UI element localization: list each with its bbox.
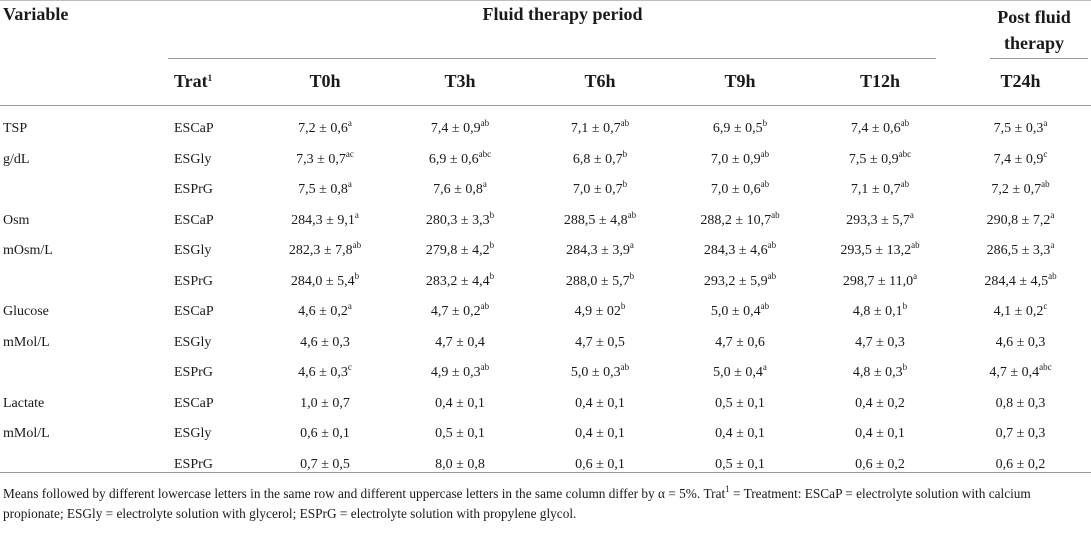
value-cell bbox=[390, 328, 530, 359]
significance-letters: b bbox=[489, 240, 495, 251]
mean-sd-value: 0,6 ± 0,2 bbox=[995, 456, 1046, 472]
value-cell bbox=[390, 105, 530, 145]
mean-sd-value: 0,5 ± 0,1 bbox=[715, 395, 765, 411]
significance-letters: ab bbox=[352, 240, 362, 251]
value-cell bbox=[810, 175, 950, 206]
table-row bbox=[0, 328, 1091, 359]
value-cell bbox=[670, 105, 810, 145]
significance-letters: ab bbox=[620, 118, 630, 129]
mean-sd-value: 4,6 ± 0,3 bbox=[298, 365, 348, 381]
value-cell bbox=[670, 328, 810, 359]
value-cell bbox=[810, 105, 950, 145]
value-cell bbox=[810, 297, 950, 328]
value-cell bbox=[530, 175, 670, 206]
table-row bbox=[0, 389, 1091, 420]
significance-letters: b bbox=[354, 270, 360, 281]
value-cell bbox=[950, 328, 1091, 359]
mean-sd-value: 293,3 ± 5,7 bbox=[846, 212, 910, 228]
value-cell bbox=[260, 105, 390, 145]
table-footnote bbox=[3, 484, 1087, 524]
significance-letters: ab bbox=[760, 301, 770, 312]
mean-sd-value: 290,8 ± 7,2 bbox=[986, 212, 1051, 228]
significance-letters: a bbox=[1050, 209, 1055, 220]
significance-letters: c bbox=[347, 362, 352, 373]
trat-col-header bbox=[168, 58, 260, 105]
value-cell bbox=[670, 175, 810, 206]
variable-cell: mMol/L bbox=[3, 426, 50, 442]
mean-sd-value: 293,2 ± 5,9 bbox=[703, 273, 768, 289]
mean-sd-value: 0,5 ± 0,1 bbox=[715, 456, 765, 472]
col-header-t9h: T9h bbox=[724, 71, 756, 91]
mean-sd-value: 7,1 ± 0,7 bbox=[850, 182, 901, 198]
value-cell bbox=[950, 145, 1091, 176]
value-cell bbox=[530, 419, 670, 450]
trat-label: Trat bbox=[174, 71, 208, 91]
significance-letters: ab bbox=[1048, 270, 1057, 281]
table-row bbox=[0, 267, 1091, 298]
value-cell bbox=[810, 267, 950, 298]
value-cell bbox=[810, 236, 950, 267]
value-cell bbox=[260, 419, 390, 450]
mean-sd-value: 6,8 ± 0,7 bbox=[572, 151, 623, 167]
mean-sd-value: 5,0 ± 0,4 bbox=[713, 365, 763, 381]
treatment-cell: ESCaP bbox=[174, 304, 214, 320]
significance-letters: a bbox=[1050, 240, 1055, 251]
value-cell bbox=[530, 297, 670, 328]
value-cell bbox=[530, 206, 670, 237]
value-cell bbox=[950, 105, 1091, 145]
value-cell bbox=[530, 328, 670, 359]
results-table bbox=[0, 58, 1091, 480]
variable-cell: mOsm/L bbox=[3, 243, 53, 259]
table-row bbox=[0, 297, 1091, 328]
mean-sd-value: 7,4 ± 0,9 bbox=[430, 121, 481, 137]
value-cell bbox=[670, 419, 810, 450]
significance-letters: a bbox=[909, 209, 914, 220]
bottom-rule bbox=[0, 472, 1091, 473]
value-cell bbox=[530, 105, 670, 145]
treatment-cell: ESPrG bbox=[174, 273, 213, 289]
significance-letters: b bbox=[622, 148, 628, 159]
value-cell bbox=[950, 297, 1091, 328]
value-cell bbox=[530, 450, 670, 481]
mean-sd-value: 283,2 ± 4,4 bbox=[425, 273, 490, 289]
mean-sd-value: 7,0 ± 0,6 bbox=[710, 182, 761, 198]
significance-letters: ab bbox=[767, 270, 777, 281]
mean-sd-value: 6,9 ± 0,6 bbox=[428, 151, 479, 167]
mean-sd-value: 284,4 ± 4,5 bbox=[984, 273, 1049, 289]
value-cell bbox=[530, 358, 670, 389]
variable-cell: Lactate bbox=[3, 395, 45, 411]
significance-letters: ab bbox=[900, 179, 910, 190]
mean-sd-value: 6,9 ± 0,5 bbox=[712, 121, 763, 137]
mean-sd-value: 282,3 ± 7,8 bbox=[288, 243, 353, 259]
fluid-therapy-period-header: Fluid therapy period bbox=[482, 4, 643, 24]
mean-sd-value: 1,0 ± 0,7 bbox=[300, 395, 350, 411]
significance-letters: abc bbox=[478, 148, 492, 159]
value-cell bbox=[530, 236, 670, 267]
mean-sd-value: 0,4 ± 0,1 bbox=[575, 426, 625, 442]
post-header-line-1: Post fluid bbox=[997, 7, 1071, 27]
significance-letters: a bbox=[347, 179, 352, 190]
mean-sd-value: 5,0 ± 0,3 bbox=[570, 365, 621, 381]
mean-sd-value: 0,4 ± 0,2 bbox=[855, 395, 905, 411]
value-cell bbox=[670, 297, 810, 328]
mean-sd-value: 0,7 ± 0,3 bbox=[995, 426, 1046, 442]
significance-letters: b bbox=[902, 301, 908, 312]
significance-letters: a bbox=[629, 240, 634, 251]
treatment-cell: ESGly bbox=[174, 151, 212, 167]
mean-sd-value: 0,4 ± 0,1 bbox=[575, 395, 625, 411]
mean-sd-value: 7,5 ± 0,9 bbox=[848, 151, 899, 167]
variable-header: Variable bbox=[3, 4, 69, 24]
mean-sd-value: 7,1 ± 0,7 bbox=[570, 121, 621, 137]
mean-sd-value: 4,7 ± 0,4 bbox=[435, 334, 485, 350]
treatment-cell: ESCaP bbox=[174, 395, 214, 411]
treatment-cell: ESGly bbox=[174, 426, 212, 442]
mean-sd-value: 4,6 ± 0,3 bbox=[995, 334, 1046, 350]
mean-sd-value: 288,2 ± 10,7 bbox=[700, 212, 772, 228]
col-header-t3h: T3h bbox=[444, 71, 476, 91]
mean-sd-value: 7,5 ± 0,3 bbox=[993, 121, 1044, 137]
value-cell bbox=[810, 328, 950, 359]
significance-letters: ab bbox=[627, 209, 637, 220]
mean-sd-value: 7,5 ± 0,8 bbox=[298, 182, 348, 198]
table-row bbox=[0, 145, 1091, 176]
value-cell bbox=[810, 389, 950, 420]
post-header-line-2: therapy bbox=[1004, 33, 1064, 53]
treatment-cell: ESPrG bbox=[174, 456, 213, 472]
significance-letters: ab bbox=[480, 362, 490, 373]
significance-letters: ab bbox=[1041, 179, 1050, 190]
significance-letters: a bbox=[347, 118, 352, 129]
footnote-text-2: = Treatment: ESCaP = electrolyte solution with calcium propionate; ESGly = electrolyte solution with glycerol; ESPrG = electrolyte solution with propylene glycol. bbox=[3, 486, 1031, 521]
mean-sd-value: 4,6 ± 0,3 bbox=[300, 334, 350, 350]
value-cell bbox=[950, 389, 1091, 420]
value-cell bbox=[950, 267, 1091, 298]
value-cell bbox=[390, 297, 530, 328]
treatment-cell: ESPrG bbox=[174, 182, 213, 198]
value-cell bbox=[530, 389, 670, 420]
mean-sd-value: 293,5 ± 13,2 bbox=[840, 243, 912, 259]
value-cell bbox=[260, 297, 390, 328]
treatment-cell: ESGly bbox=[174, 334, 212, 350]
significance-letters: ab bbox=[760, 179, 770, 190]
significance-letters: b bbox=[489, 209, 495, 220]
mean-sd-value: 0,4 ± 0,1 bbox=[855, 426, 905, 442]
value-cell bbox=[670, 145, 810, 176]
mean-sd-value: 4,7 ± 0,3 bbox=[855, 334, 905, 350]
value-cell bbox=[950, 419, 1091, 450]
mean-sd-value: 4,7 ± 0,5 bbox=[575, 334, 625, 350]
mean-sd-value: 0,4 ± 0,1 bbox=[435, 395, 485, 411]
mean-sd-value: 279,8 ± 4,2 bbox=[425, 243, 490, 259]
significance-letters: c bbox=[1043, 148, 1048, 159]
significance-letters: abc bbox=[898, 148, 912, 159]
footnote-trat-mark: 1 bbox=[725, 484, 730, 494]
significance-letters: a bbox=[354, 209, 359, 220]
variable-cell bbox=[0, 450, 168, 481]
value-cell bbox=[390, 267, 530, 298]
mean-sd-value: 4,7 ± 0,4 bbox=[989, 365, 1040, 381]
mean-sd-value: 0,7 ± 0,5 bbox=[300, 456, 350, 472]
value-cell bbox=[260, 206, 390, 237]
mean-sd-value: 8,0 ± 0,8 bbox=[435, 456, 485, 472]
value-cell bbox=[390, 145, 530, 176]
significance-letters: b bbox=[620, 301, 626, 312]
column-header-row bbox=[0, 58, 1091, 105]
value-cell bbox=[670, 206, 810, 237]
table-row bbox=[0, 206, 1091, 237]
col-header-t24h: T24h bbox=[1000, 71, 1041, 91]
value-cell bbox=[670, 358, 810, 389]
table-row bbox=[0, 450, 1091, 481]
value-cell bbox=[390, 206, 530, 237]
significance-letters: ab bbox=[771, 209, 780, 220]
col-header-t0h: T0h bbox=[309, 71, 341, 91]
table-row bbox=[0, 175, 1091, 206]
significance-letters: ab bbox=[911, 240, 920, 251]
mean-sd-value: 4,9 ± 0,3 bbox=[430, 365, 481, 381]
mean-sd-value: 7,2 ± 0,7 bbox=[991, 182, 1042, 198]
significance-letters: a bbox=[482, 179, 487, 190]
mean-sd-value: 4,7 ± 0,2 bbox=[430, 304, 481, 320]
trat-footnote-mark: 1 bbox=[207, 73, 213, 83]
value-cell bbox=[950, 175, 1091, 206]
value-cell bbox=[260, 175, 390, 206]
value-cell bbox=[260, 358, 390, 389]
value-cell bbox=[810, 145, 950, 176]
variable-cell bbox=[0, 175, 168, 206]
significance-letters: ab bbox=[480, 301, 490, 312]
mean-sd-value: 4,1 ± 0,2 bbox=[993, 304, 1044, 320]
value-cell bbox=[260, 267, 390, 298]
mean-sd-value: 5,0 ± 0,4 bbox=[710, 304, 761, 320]
treatment-cell: ESCaP bbox=[174, 212, 214, 228]
significance-letters: a bbox=[347, 301, 352, 312]
mean-sd-value: 286,5 ± 3,3 bbox=[986, 243, 1051, 259]
value-cell bbox=[950, 206, 1091, 237]
table-row bbox=[0, 358, 1091, 389]
significance-letters: b bbox=[902, 362, 908, 373]
variable-col-header bbox=[0, 58, 168, 105]
significance-letters: ac bbox=[345, 148, 354, 159]
mean-sd-value: 0,5 ± 0,1 bbox=[435, 426, 485, 442]
value-cell bbox=[810, 206, 950, 237]
value-cell bbox=[390, 358, 530, 389]
significance-letters: a bbox=[762, 362, 767, 373]
value-cell bbox=[530, 267, 670, 298]
table-body bbox=[0, 105, 1091, 480]
value-cell bbox=[390, 389, 530, 420]
col-header-t12h: T12h bbox=[859, 71, 901, 91]
mean-sd-value: 7,0 ± 0,9 bbox=[710, 151, 761, 167]
significance-letters: b bbox=[762, 118, 768, 129]
value-cell bbox=[260, 145, 390, 176]
variable-cell: mMol/L bbox=[3, 334, 50, 350]
treatment-cell: ESPrG bbox=[174, 365, 213, 381]
value-cell bbox=[390, 236, 530, 267]
significance-letters: b bbox=[622, 179, 628, 190]
variable-cell bbox=[0, 267, 168, 298]
significance-letters: ab bbox=[480, 118, 490, 129]
mean-sd-value: 4,8 ± 0,1 bbox=[852, 304, 903, 320]
significance-letters: b bbox=[629, 270, 635, 281]
value-cell bbox=[810, 450, 950, 481]
value-cell bbox=[950, 236, 1091, 267]
significance-letters: abc bbox=[1039, 362, 1052, 373]
mean-sd-value: 284,3 ± 9,1 bbox=[291, 212, 355, 228]
variable-cell: TSP bbox=[3, 121, 28, 137]
mean-sd-value: 284,3 ± 4,6 bbox=[703, 243, 768, 259]
value-cell bbox=[260, 389, 390, 420]
variable-cell: Glucose bbox=[3, 304, 49, 320]
significance-letters: ab bbox=[760, 148, 770, 159]
value-cell bbox=[670, 450, 810, 481]
table-row bbox=[0, 419, 1091, 450]
top-rule bbox=[0, 0, 1091, 1]
value-cell bbox=[260, 450, 390, 481]
mean-sd-value: 284,3 ± 3,9 bbox=[566, 243, 630, 259]
value-cell bbox=[670, 236, 810, 267]
mean-sd-value: 0,6 ± 0,1 bbox=[300, 426, 350, 442]
post-fluid-therapy-header bbox=[980, 4, 1088, 56]
mean-sd-value: 298,7 ± 11,0 bbox=[842, 273, 914, 289]
mean-sd-value: 7,4 ± 0,9 bbox=[993, 151, 1044, 167]
value-cell bbox=[390, 450, 530, 481]
mean-sd-value: 7,6 ± 0,8 bbox=[433, 182, 483, 198]
table-row bbox=[0, 105, 1091, 145]
value-cell bbox=[260, 328, 390, 359]
significance-letters: ab bbox=[767, 240, 777, 251]
variable-cell bbox=[0, 358, 168, 389]
value-cell bbox=[390, 175, 530, 206]
col-header-t6h: T6h bbox=[584, 71, 616, 91]
significance-letters: c bbox=[1043, 301, 1048, 312]
mean-sd-value: 7,4 ± 0,6 bbox=[850, 121, 901, 137]
table-row bbox=[0, 236, 1091, 267]
footnote-text-1: Means followed by different lowercase letters in the same row and different uppercase letters in the same column differ by α = 5%. Trat bbox=[3, 486, 726, 501]
treatment-cell: ESCaP bbox=[174, 121, 214, 137]
significance-letters: ab bbox=[900, 118, 910, 129]
mean-sd-value: 7,0 ± 0,7 bbox=[572, 182, 623, 198]
value-cell bbox=[670, 267, 810, 298]
mean-sd-value: 284,0 ± 5,4 bbox=[290, 273, 355, 289]
mean-sd-value: 7,3 ± 0,7 bbox=[296, 151, 346, 167]
significance-letters: ab bbox=[620, 362, 630, 373]
value-cell bbox=[950, 358, 1091, 389]
mean-sd-value: 4,9 ± 02 bbox=[574, 304, 621, 320]
mean-sd-value: 4,6 ± 0,2 bbox=[298, 304, 348, 320]
significance-letters: b bbox=[489, 270, 495, 281]
value-cell bbox=[670, 389, 810, 420]
value-cell bbox=[810, 419, 950, 450]
value-cell bbox=[950, 450, 1091, 481]
mean-sd-value: 288,0 ± 5,7 bbox=[565, 273, 630, 289]
mean-sd-value: 280,3 ± 3,3 bbox=[425, 212, 490, 228]
mean-sd-value: 0,6 ± 0,2 bbox=[855, 456, 905, 472]
variable-cell: g/dL bbox=[3, 151, 30, 167]
value-cell bbox=[260, 236, 390, 267]
value-cell bbox=[390, 419, 530, 450]
mean-sd-value: 288,5 ± 4,8 bbox=[563, 212, 628, 228]
significance-letters: a bbox=[1043, 118, 1048, 129]
mean-sd-value: 4,8 ± 0,3 bbox=[852, 365, 903, 381]
mean-sd-value: 7,2 ± 0,6 bbox=[298, 121, 348, 137]
mean-sd-value: 0,6 ± 0,1 bbox=[575, 456, 625, 472]
significance-letters: a bbox=[913, 270, 918, 281]
value-cell bbox=[810, 358, 950, 389]
mean-sd-value: 0,8 ± 0,3 bbox=[995, 395, 1046, 411]
treatment-cell: ESGly bbox=[174, 243, 212, 259]
variable-cell: Osm bbox=[3, 212, 30, 228]
mean-sd-value: 0,4 ± 0,1 bbox=[715, 426, 765, 442]
mean-sd-value: 4,7 ± 0,6 bbox=[715, 334, 765, 350]
value-cell bbox=[530, 145, 670, 176]
